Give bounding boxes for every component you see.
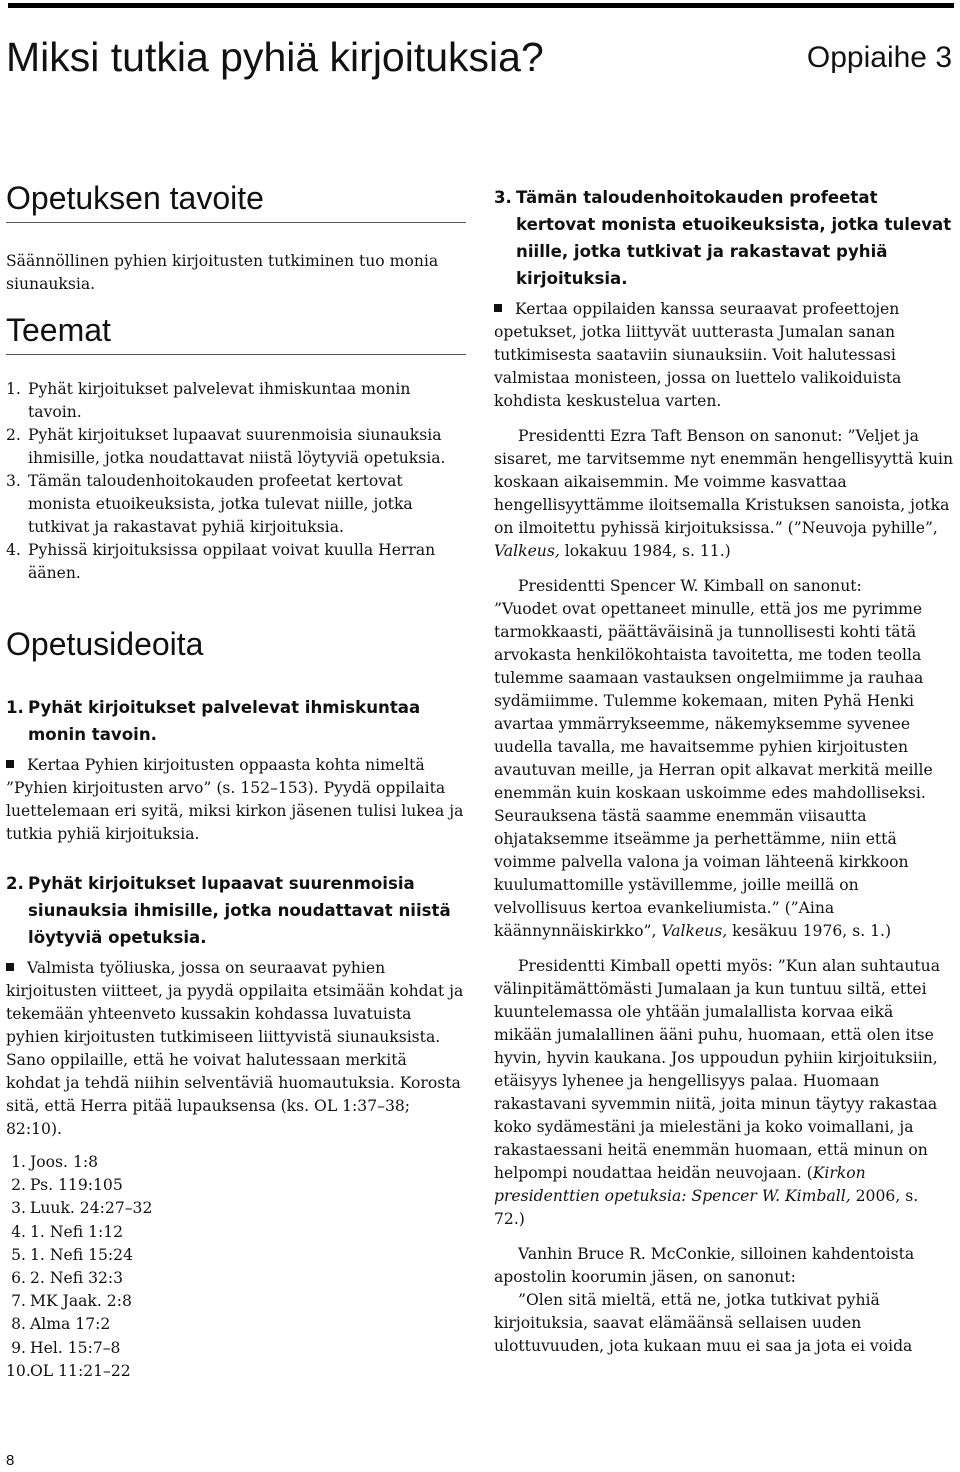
reference-text: 1. Nefi 1:12	[30, 1222, 124, 1241]
quote-text: Presidentti Kimball opetti myös: ”Kun alan suhtautua välinpitämättömästi Jumalaan ja kun tuntuu siltä, ettei kuuntelemassa ole yhtään jumalallista korvaa eikä mikään jumalallinen ääni puhu, huomaan, että olen itse hyvin, hyvin kaukana. Jos uppoudun pyhiin kirjoituksiin, etäisyys lyhenee ja hengellisyys palaa. Huomaan rakastavani syvemmin niitä, joita minun täytyy rakastaa koko sydämestäni ja mielestäni ja koko voimallani, ja rakastaessani heitä enemmän huomaan, että minun on helpompi noudattaa heidän neuvojaan. (	[494, 957, 941, 1182]
reference-text: Hel. 15:7–8	[30, 1338, 121, 1357]
reference-number: 4.	[11, 1222, 26, 1241]
theme-text: Pyhät kirjoitukset palvelevat ihmiskuntaa monin tavoin.	[28, 380, 411, 421]
theme-item	[6, 378, 466, 424]
reference-text: Alma 17:2	[30, 1315, 111, 1334]
section-title: Tämän taloudenhoitokauden profeetat kertovat monista etuoikeuksista, jotka tulevat niille, jotka tutkivat ja rakastavat pyhiä kirjoituksia.	[516, 188, 952, 288]
reference-text: 2. Nefi 32:3	[30, 1269, 124, 1288]
idea-section-3	[494, 184, 954, 1358]
reference-number: 2.	[11, 1176, 26, 1195]
section-bullet	[6, 957, 466, 1141]
quote-citation: 2006, s. 72.)	[494, 1187, 919, 1228]
reference-text: Joos. 1:8	[30, 1153, 99, 1171]
bullet-text: Kertaa oppilaiden kanssa seuraavat profeettojen opetukset, jotka liittyvät uutterasta Jumalan sanan tutkimisesta saataviin siunauksiin. Voit halutessasi valmistaa monisteen, jossa on luettelo valikoiduista kohdista keskustelua varten.	[494, 300, 902, 410]
reference-item	[6, 1244, 466, 1267]
quote-mcconkie: ”Olen sitä mieltä, että ne, jotka tutkivat pyhiä kirjoituksia, saavat elämäänsä sellaisen uuden ulottuvuuden, jota kukaan muu ei saa ja jota ei voida	[494, 1291, 913, 1355]
reference-item	[6, 1360, 466, 1383]
bullet-text: Kertaa Pyhien kirjoitusten oppaasta kohta nimeltä ”Pyhien kirjoitusten arvo” (s. 152–153). Pyydä oppilaita luettelemaan eri syitä, miksi kirkon jäsenen tulisi lukea ja tutkia pyhiä kirjoituksia.	[6, 756, 464, 843]
bullet-text: Valmista työliuska, jossa on seuraavat pyhien kirjoitusten viitteet, ja pyydä oppilaita etsimään kohdat ja tekemään yhteenveto kussakin kohdassa luvatuista pyhien kirjoitusten tutkimiseen liittyvistä siunauksista. Sano oppilaille, että he voivat halutessaan merkitä kohdat ja tehdä niihin selventäviä huomautuksia. Korosta sitä, että Herra pitää lupauksensa (ks. OL 1:37–38; 82:10).	[6, 959, 464, 1138]
quote-citation: kesäkuu 1976, s. 1.)	[727, 922, 892, 940]
bullet-square-icon	[6, 963, 14, 971]
quote-text: ”Vuodet ovat opettaneet minulle, että jos me pyrimme tarmokkaasti, päättäväisinä ja tunnollisesti kohti tätä arvokasta henkilökohtaista tavoitetta, me toden teolla tulemme saamaan vastauksen ongelmiimme ja rauhaa sydämiimme. Tulemme kokemaan, miten Pyhä Henki avartaa ymmärrykseemme, näkemyksemme syvenee uudella tavalla, me havaitsemme pyhien kirjoitusten avautuvan meille, ja Herran opit alkavat merkitä meille enemmän kuin koskaan uskoimme edes mahdolliseksi. Seurauksena tästä saamme enemmän viisautta ohjataksemme itseämme ja perhettämme, niin että voimme palvella valona ja voiman lähteenä kirkkoon kuulumattomille ystävillemme, joille meillä on velvollisuus kertoa evankeliumista.” (”Aina käännynnäiskirkko”,	[494, 600, 933, 940]
reference-text: Ps. 119:105	[30, 1176, 123, 1195]
idea-section-1	[6, 694, 466, 846]
reference-list	[6, 1151, 466, 1383]
page-number: 8	[6, 1452, 15, 1469]
theme-text: Pyhät kirjoitukset lupaavat suurenmoisia siunauksia ihmisille, jotka noudattavat niistä löytyviä opetuksia.	[28, 426, 446, 467]
lesson-number: Oppiaihe 3	[806, 41, 952, 74]
reference-item	[6, 1221, 466, 1244]
reference-number: 6.	[11, 1269, 26, 1288]
section-number: 2.	[6, 874, 24, 893]
section-bullet	[6, 754, 466, 846]
section-title: Pyhät kirjoitukset palvelevat ihmiskuntaa monin tavoin.	[28, 698, 421, 744]
theme-number: 4.	[6, 541, 21, 559]
theme-text: Tämän taloudenhoitokauden profeetat kertovat monista etuoikeuksista, jotka tulevat niille, jotka tutkivat ja rakastavat pyhiä kirjoituksia.	[28, 472, 413, 536]
quote-benson	[494, 425, 954, 563]
quote-source: Kirkon presidenttien opetuksia: Spencer W. Kimball,	[494, 1164, 866, 1205]
top-rule	[8, 3, 954, 8]
reference-text: Luuk. 24:27–32	[30, 1199, 153, 1218]
reference-text: 1. Nefi 15:24	[30, 1245, 134, 1264]
reference-item	[6, 1197, 466, 1220]
theme-number: 1.	[6, 380, 21, 398]
reference-item	[6, 1290, 466, 1313]
theme-text: Pyhissä kirjoituksissa oppilaat voivat kuulla Herran äänen.	[28, 541, 436, 582]
reference-item	[6, 1313, 466, 1336]
reference-item	[6, 1151, 466, 1174]
quote-kimball	[494, 598, 954, 943]
section-heading	[6, 694, 466, 748]
reference-number: 7.	[11, 1292, 26, 1311]
reference-number: 5.	[11, 1245, 26, 1264]
reference-text: MK Jaak. 2:8	[30, 1292, 132, 1311]
reference-item	[6, 1174, 466, 1197]
theme-item	[6, 470, 466, 539]
theme-number: 3.	[6, 472, 21, 490]
bullet-square-icon	[494, 304, 502, 312]
quote-kimball-intro: Presidentti Spencer W. Kimball on sanonut:	[518, 577, 862, 595]
reference-text: OL 11:21–22	[30, 1361, 131, 1380]
section-title: Pyhät kirjoitukset lupaavat suurenmoisia siunauksia ihmisille, jotka noudattavat niistä löytyviä opetuksia.	[28, 874, 451, 947]
reference-number: 3.	[11, 1199, 26, 1218]
reference-item	[6, 1337, 466, 1360]
section-number: 1.	[6, 698, 24, 717]
page-title: Miksi tutkia pyhiä kirjoituksia?	[6, 34, 544, 80]
reference-number: 10.	[6, 1361, 31, 1380]
theme-number: 2.	[6, 426, 21, 444]
section-heading	[494, 184, 954, 292]
section-bullet	[494, 298, 954, 413]
quote-text: Presidentti Ezra Taft Benson on sanonut: ”Veljet ja sisaret, me tarvitsemme nyt enemmän hengellisyyttä kuin koskaan aikaisemmin. Me voimme kasvattaa hengellisyyttämme iloitsemalla Kristuksen sanoista, jotka on ilmoitettu pyhissä kirjoituksissa.” (”Neuvoja pyhille”,	[494, 427, 954, 537]
objective-text: Säännöllinen pyhien kirjoitusten tutkiminen tuo monia siunauksia.	[6, 252, 439, 293]
quote-source: Valkeus,	[494, 542, 560, 560]
quote-source: Valkeus,	[661, 922, 728, 940]
section-number: 3.	[494, 188, 512, 207]
reference-number: 8.	[11, 1315, 26, 1334]
quote-mcconkie-intro: Vanhin Bruce R. McConkie, silloinen kahdentoista apostolin koorumin jäsen, on sanonut:	[494, 1245, 915, 1286]
theme-item	[6, 539, 466, 585]
ideas-heading: Opetusideoita	[6, 626, 204, 662]
reference-number: 9.	[11, 1338, 26, 1357]
idea-section-2	[6, 870, 466, 1383]
bullet-square-icon	[6, 760, 14, 768]
reference-number: 1.	[11, 1153, 26, 1171]
themes-heading: Teemat	[6, 310, 466, 355]
theme-item	[6, 424, 466, 470]
reference-item	[6, 1267, 466, 1290]
objective-heading: Opetuksen tavoite	[6, 178, 466, 223]
themes-list	[6, 378, 466, 585]
quote-citation: lokakuu 1984, s. 11.)	[559, 542, 731, 560]
quote-kimball-2	[494, 955, 954, 1231]
section-heading	[6, 870, 466, 951]
